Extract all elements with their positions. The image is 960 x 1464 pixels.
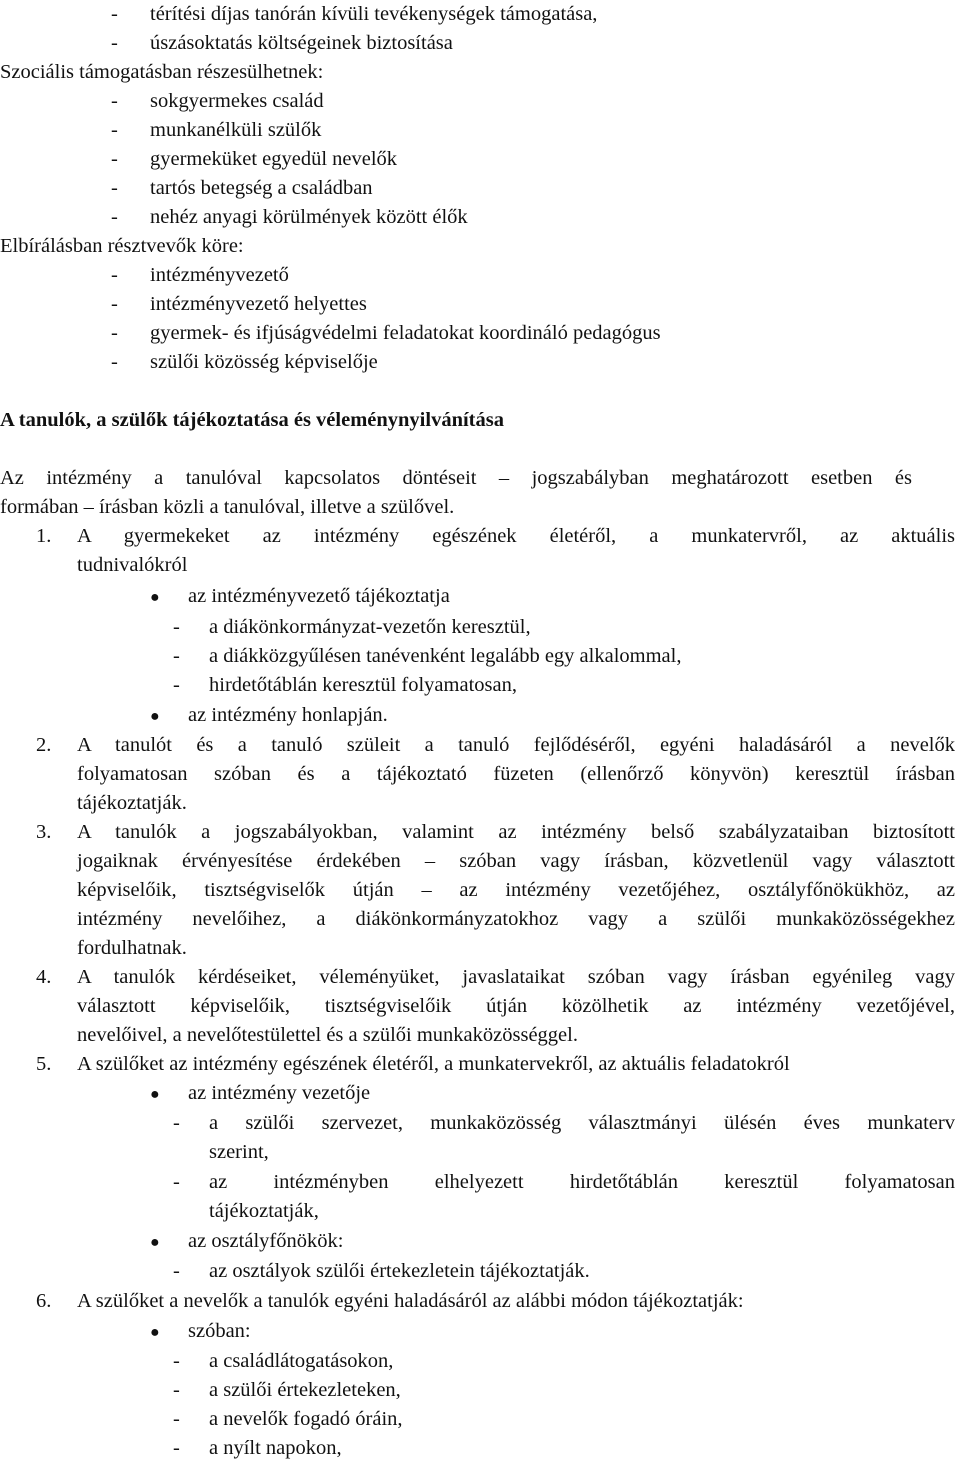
list-item: úszásoktatás költségeinek biztosítása xyxy=(150,32,453,54)
paragraph-line: folyamatosan szóban és a tájékoztató füzeten (ellenőrző könyvön) keresztül írásban xyxy=(77,763,955,785)
list-item: szülői közösség képviselője xyxy=(150,351,378,373)
dash-marker: - xyxy=(173,1171,180,1193)
paragraph-line: A tanulót és a tanuló szüleit a tanuló fejlődéséről, egyéni haladásáról a nevelők xyxy=(77,734,955,756)
item-number: 3. xyxy=(36,821,52,843)
paragraph-line: A tanulók kérdéseiket, véleményüket, javaslataikat szóban vagy írásban egyénileg vagy xyxy=(77,966,955,988)
bullet-item: az intézmény vezetője xyxy=(188,1082,371,1104)
bullet-item: az intézmény honlapján. xyxy=(188,704,388,726)
dash-marker: - xyxy=(173,674,180,696)
paragraph-line: A szülőket az intézmény egészének életéről, a munkatervekről, az aktuális feladatokról xyxy=(77,1053,790,1075)
list-item: a szülői értekezleteken, xyxy=(209,1379,401,1401)
list-item: a nevelők fogadó óráin, xyxy=(209,1408,403,1430)
dash-marker: - xyxy=(111,293,118,315)
social-support-title: Szociális támogatásban részesülhetnek: xyxy=(0,61,324,83)
dash-marker: - xyxy=(173,1437,180,1459)
list-item: a diákközgyűlésen tanévenként legalább egy alkalommal, xyxy=(209,645,682,667)
dash-marker: - xyxy=(173,1379,180,1401)
bullet-marker: ● xyxy=(150,1324,160,1341)
item-number: 2. xyxy=(36,734,52,756)
dash-marker: - xyxy=(111,119,118,141)
list-item: térítési díjas tanórán kívüli tevékenységek támogatása, xyxy=(150,3,598,25)
list-item: sokgyermekes család xyxy=(150,90,324,112)
dash-marker: - xyxy=(111,351,118,373)
list-item: intézményvezető xyxy=(150,264,289,286)
list-item: a szülői szervezet, munkaközösség választmányi ülésén éves munkaterv xyxy=(209,1112,955,1134)
list-item: az osztályok szülői értekezletein tájékoztatják. xyxy=(209,1260,590,1282)
dash-marker: - xyxy=(173,616,180,638)
paragraph-line: intézmény nevelőihez, a diákönkormányzatokhoz vagy a szülői munkaközösségekhez xyxy=(77,908,955,930)
dash-marker: - xyxy=(173,1350,180,1372)
dash-marker: - xyxy=(111,3,118,25)
dash-marker: - xyxy=(173,1260,180,1282)
item-number: 6. xyxy=(36,1290,52,1312)
dash-marker: - xyxy=(173,645,180,667)
item-number: 4. xyxy=(36,966,52,988)
bullet-marker: ● xyxy=(150,589,160,606)
paragraph-line: tudnivalókról xyxy=(77,554,188,576)
list-item: munkanélküli szülők xyxy=(150,119,322,141)
dash-marker: - xyxy=(111,206,118,228)
dash-marker: - xyxy=(111,32,118,54)
dash-marker: - xyxy=(173,1408,180,1430)
paragraph-line: A szülőket a nevelők a tanulók egyéni haladásáról az alábbi módon tájékoztatják: xyxy=(77,1290,744,1312)
intro-line: Az intézmény a tanulóval kapcsolatos döntéseit – jogszabályban meghatározott esetben és xyxy=(0,467,912,489)
dash-marker: - xyxy=(111,264,118,286)
paragraph-line: képviselőik, tisztségviselők útján – az intézmény vezetőjéhez, osztályfőnökükhöz, az xyxy=(77,879,955,901)
paragraph-line: jogaiknak érvényesítése érdekében – szóban vagy írásban, közvetlenül vagy választott xyxy=(77,850,955,872)
bullet-marker: ● xyxy=(150,1086,160,1103)
paragraph-line: nevelőivel, a nevelőtestülettel és a szülői munkaközösséggel. xyxy=(77,1024,578,1046)
bullet-marker: ● xyxy=(150,1234,160,1251)
item-number: 5. xyxy=(36,1053,52,1075)
dash-marker: - xyxy=(173,1112,180,1134)
list-item: nehéz anyagi körülmények között élők xyxy=(150,206,468,228)
paragraph-line: A gyermekeket az intézmény egészének életéről, a munkatervről, az aktuális xyxy=(77,525,955,547)
dash-marker: - xyxy=(111,177,118,199)
list-item: a családlátogatásokon, xyxy=(209,1350,394,1372)
paragraph-line: fordulhatnak. xyxy=(77,937,187,959)
item-number: 1. xyxy=(36,525,52,547)
paragraph-line: tájékoztatják. xyxy=(77,792,187,814)
dash-marker: - xyxy=(111,322,118,344)
list-item: szerint, xyxy=(209,1141,269,1163)
paragraph-line: A tanulók a jogszabályokban, valamint az intézmény belső szabályzataiban biztosított xyxy=(77,821,955,843)
bullet-item: az intézményvezető tájékoztatja xyxy=(188,585,450,607)
section-heading: A tanulók, a szülők tájékoztatása és véleménynyilvánítása xyxy=(0,409,504,431)
bullet-item: az osztályfőnökök: xyxy=(188,1230,344,1252)
bullet-marker: ● xyxy=(150,708,160,725)
list-item: intézményvezető helyettes xyxy=(150,293,367,315)
dash-marker: - xyxy=(111,148,118,170)
intro-line: formában – írásban közli a tanulóval, illetve a szülővel. xyxy=(0,496,455,518)
list-item: gyermek- és ifjúságvédelmi feladatokat koordináló pedagógus xyxy=(150,322,661,344)
list-item: a diákönkormányzat-vezetőn keresztül, xyxy=(209,616,531,638)
paragraph-line: választott képviselőik, tisztségviselőik útján közölhetik az intézmény vezetőjével, xyxy=(77,995,955,1017)
list-item: a nyílt napokon, xyxy=(209,1437,342,1459)
list-item: tartós betegség a családban xyxy=(150,177,373,199)
dash-marker: - xyxy=(111,90,118,112)
list-item: az intézményben elhelyezett hirdetőtáblán keresztül folyamatosan xyxy=(209,1171,955,1193)
list-item: tájékoztatják, xyxy=(209,1200,319,1222)
evaluation-title: Elbírálásban résztvevők köre: xyxy=(0,235,244,257)
bullet-item: szóban: xyxy=(188,1320,251,1342)
list-item: gyermeküket egyedül nevelők xyxy=(150,148,398,170)
list-item: hirdetőtáblán keresztül folyamatosan, xyxy=(209,674,517,696)
